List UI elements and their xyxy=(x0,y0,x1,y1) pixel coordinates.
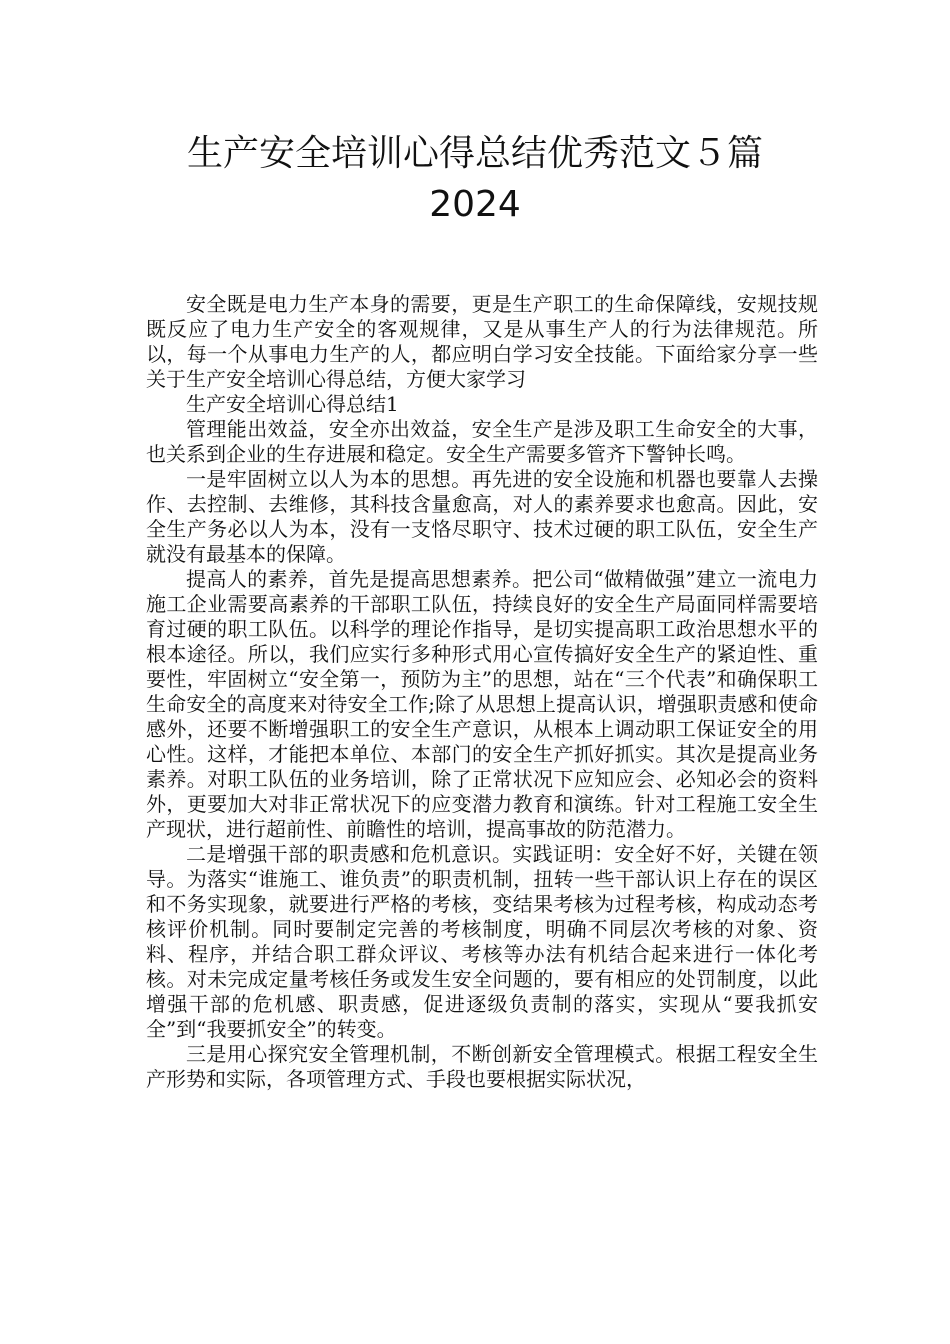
intro-paragraph: 安全既是电力生产本身的需要，更是生产职工的生命保障线，安规技规既反应了电力生产安全的客观规律，又是从事生产人的行为法律规范。所以，每一个从事电力生产的人，都应明白学习安全技能。下面给家分享一些关于生产安全培训心得总结，方便大家学习 xyxy=(146,292,818,391)
title-line-1: 生产安全培训心得总结优秀范文５篇 xyxy=(186,133,763,174)
body-paragraph: 提高人的素养，首先是提高思想素养。把公司“做精做强”建立一流电力施工企业需要高素养的干部职工队伍，持续良好的安全生产局面同样需要培育过硬的职工队伍。以科学的理论作指导，是切实提高职工政治思想水平的根本途径。所以，我们应实行多种形式用心宣传搞好安全生产的紧迫性、重要性，牢固树立“安全第一，预防为主”的思想，站在“三个代表”和确保职工生命安全的高度来对待安全工作;除了从思想上提高认识，增强职责感和使命感外，还要不断增强职工的安全生产意识，从根本上调动职工保证安全的用心性。这样，才能把本单位、本部门的安全生产抓好抓实。其次是提高业务素养。对职工队伍的业务培训，除了正常状况下应知应会、必知必会的资料外，更要加大对非正常状况下的应变潜力教育和演练。针对工程施工安全生产现状，进行超前性、前瞻性的培训，提高事故的防范潜力。 xyxy=(146,567,818,841)
body-paragraph: 二是增强干部的职责感和危机意识。实践证明：安全好不好，关键在领导。为落实“谁施工、谁负责”的职责机制，扭转一些干部认识上存在的误区和不务实现象，就要进行严格的考核，变结果考核为过程考核，构成动态考核评价机制。同时要制定完善的考核制度，明确不同层次考核的对象、资料、程序，并结合职工群众评议、考核等办法有机结合起来进行一体化考核。对未完成定量考核任务或发生安全问题的，要有相应的处罚制度，以此增强干部的危机感、职责感，促进逐级负责制的落实，实现从“要我抓安全”到“我要抓安全”的转变。 xyxy=(146,842,818,1041)
document-title xyxy=(100,128,850,230)
title-line-2: 2024 xyxy=(429,184,521,225)
body-paragraph: 管理能出效益，安全亦出效益，安全生产是涉及职工生命安全的大事，也关系到企业的生存进展和稳定。安全生产需要多管齐下警钟长鸣。 xyxy=(146,417,818,466)
body-paragraph: 一是牢固树立以人为本的思想。再先进的安全设施和机器也要靠人去操作、去控制、去维修，其科技含量愈高，对人的素养要求也愈高。因此，安全生产务必以人为本，没有一支恪尽职守、技术过硬的职工队伍，安全生产就没有最基本的保障。 xyxy=(146,467,818,566)
section-heading: 生产安全培训心得总结1 xyxy=(186,392,399,416)
document-body xyxy=(146,292,818,1092)
body-paragraph: 三是用心探究安全管理机制，不断创新安全管理模式。根据工程安全生产形势和实际，各项管理方式、手段也要根据实际状况， xyxy=(146,1042,818,1091)
